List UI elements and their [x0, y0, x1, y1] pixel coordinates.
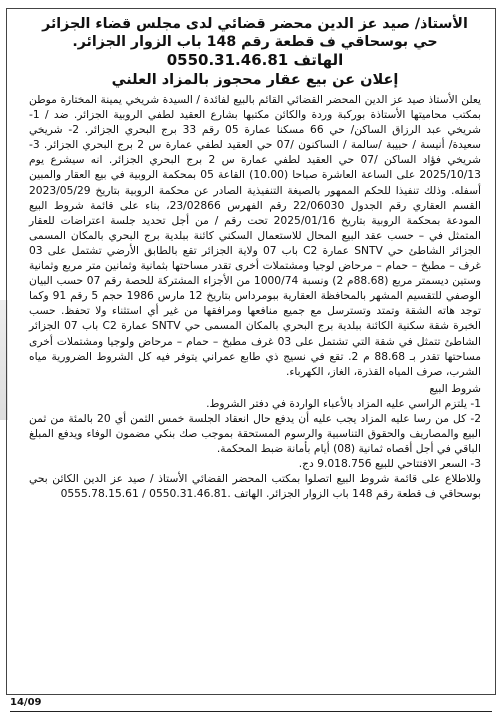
bailiff-phone-label: الهاتف	[293, 51, 344, 69]
bailiff-phone-line	[29, 51, 481, 69]
bailiff-address-line: حي بوسحاقي ف قطعة رقم 148 باب الزوار الجزائر.	[72, 34, 438, 50]
auction-notice	[6, 8, 496, 695]
contact-paragraph	[29, 471, 481, 501]
page-number: 14/09	[10, 697, 42, 708]
notice-body: يعلن الأستاذ صيد عز الدين المحضر القضائي القائم بالبيع لفائدة / السيدة شريخي يمينة المختارة موطن بمكتب محاميتها الأستاذة بوركبة وردة والكائن مكتبها بشارع العقيد لطفي الروبية الجزائر. ضد / 1- شريخي عبد الرزاق الساكن/ حي 66 مسكنا عمارة 05 رقم 33 برج البحري الجزائر. 2- شريخي سعيدة/ أنيسة / حبيبة /سالمة / الساكنون /07 حي العقيد لطفي عمارة س 2 برج البحري الجزائر. 3- شريخي فؤاد الساكن /07 حي العقيد لطفي عمارة س 2 برج البحري الجزائر. انه سيشرع يوم 2025/10/13 على الساعة العاشرة صباحا (10.00) القاعة 05 بمحكمة الروبية في بيع العقار والمبين أسفله. وذلك تنفيذا للحكم الممهور بالصيغة التنفيذية الصادر عن محكمة الروبية بتاريخ 2023/05/29 القسم العقاري رقم الجدول 22/06030 رقم الفهرس 23/02866، بناء على قائمة شروط البيع المودعة بمحكمة الروبية بتاريخ 2025/01/16 تحت رقم / من أجل تحديد جلسة اعتراضات للعقار المتمثل في – حسب عقد البيع المحال للاستعمال السكني كائنة ببلدية برج البحري بالمكان المسمى الجزائر الشاطئ حي SNTV عمارة C2 باب 07 ولاية الجزائر تقع بالطابق الأرضي تشتمل على 03 غرف – مطبخ – حمام – مرحاض لوجيا ومشتملات أخرى تقدر مساحتها بثمانية وثمانين متر مربع وثمانية وستين ديسمتر مربع (88.68م 2) ونسبة 1000/74 من الأجزاء المشتركة للحصة رقم 07 حسب البيان الوصفي للتقسيم المشهر بالمحافظة العقارية ببومرداس بتاريخ 12 مارس 1986 حجم 5 رقم 91 وكما توجد هاته الشقة وتمتد وتسترسل مع جميع منافعها ومرافقها من غير أي استثناء ولا تحفظ. حسب الخبرة شقة سكنية الكائنة ببلدية برج البحري بالمكان المسمى حي SNTV عمارة C2 باب 07 الجزائر الشاطئ تتمثل في شقة التي تشتمل على 03 غرف مطبخ – حمام – مرحاض ولوجيا ومشتملات أخرى مساحتها تقدر بـ 88.68 م 2. تقع في نسيج ذي طابع عمراني يتوفر فيه كل الشروط الضرورية مياه الشرب، صرف المياه القذرة، الغاز، الكهرباء.	[29, 93, 482, 378]
sale-conditions-heading: شروط البيع	[429, 381, 481, 395]
bottom-rule	[10, 711, 492, 712]
bailiff-name-line: الأستاذ/ صيد عز الدين محضر قضائي لدى مجلس قضاء الجزائر	[42, 16, 468, 32]
sale-condition-1: 1- يلتزم الراسي عليه المزاد بالأعباء الواردة في دفتر الشروط.	[206, 396, 481, 410]
sale-condition-2: 2- كل من رسا عليه المزاد يجب عليه أن يدفع حال انعقاد الجلسة خمس الثمن أي 20 بالمئة من ثمن البيع والمصاريف والحقوق التناسبية والرسوم المستحقة بموجب صك بنكي مضمون الوفاء ويدفع المبلغ الباقي في أجل أقصاه ثمانية (08) أيام بأمانة ضبط المحكمة.	[29, 411, 481, 456]
bailiff-phone: 0550.31.46.81	[166, 51, 289, 69]
sale-condition-3: 3- السعر الافتتاحي للبيع 9.018.756 دج.	[298, 457, 481, 471]
contact-phones: 0555.78.15.61 / 0550.31.46.81.	[60, 487, 231, 501]
contact-text: وللاطلاع على قائمة شروط البيع اتصلوا بمكتب المحضر القضائي الأستاذ / صيد عز الدين الكائن بحي بوسحاقي ف قطعة رقم 148 باب الزوار الجزائر. الهاتف	[29, 472, 481, 501]
notice-title: إعلان عن بيع عقار محجوز بالمزاد العلني	[111, 72, 399, 88]
